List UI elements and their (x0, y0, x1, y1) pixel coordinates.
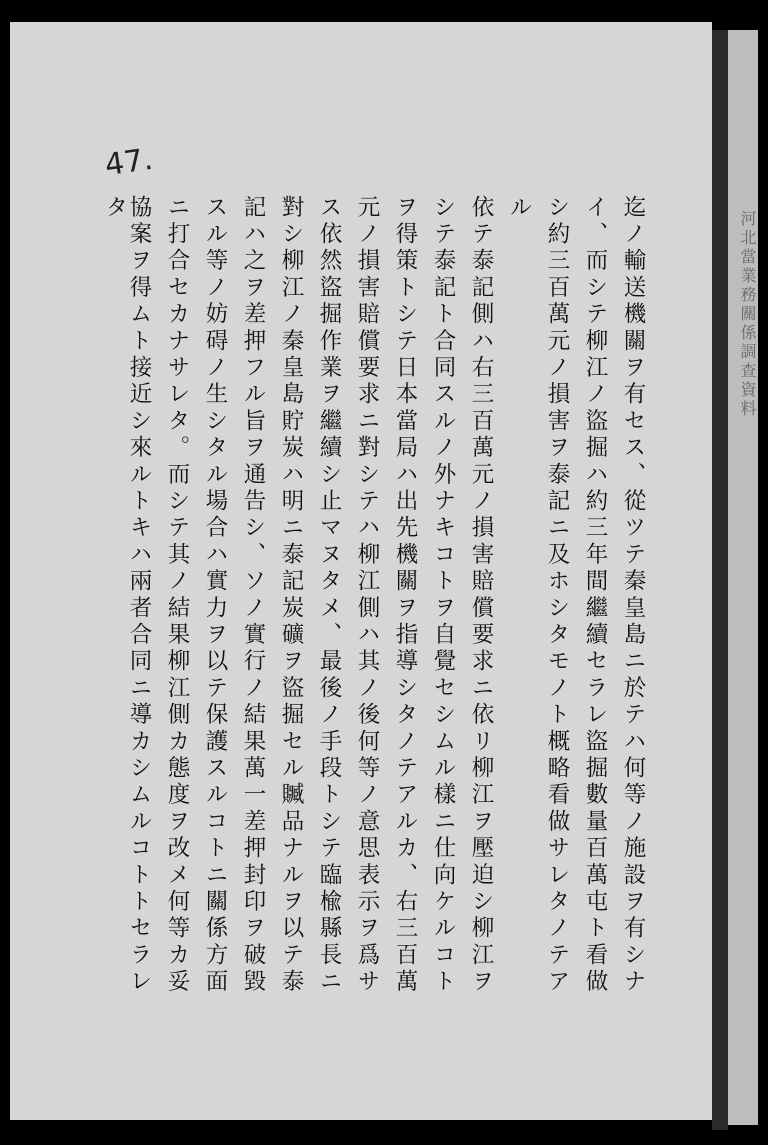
text-column-12: スル等ノ妨碍ノ生シタル場合ハ實力ヲ以テ保護スルコトニ關係方面 (202, 195, 228, 996)
text-column-10: 對シ柳江ノ秦皇島貯炭ハ明ニ泰記炭礦ヲ盜掘セル贓品ナルヲ以テ泰 (278, 195, 304, 997)
text-column-8: 元ノ損害賠償要求ニ對シテハ柳江側ハ其ノ後何等ノ意思表示ヲ爲サ (354, 195, 380, 996)
facing-page-bleed-text: 河北當業務關係調查資料 (738, 210, 757, 419)
text-column-2: イ、而シテ柳江ノ盜掘ハ約三年間繼續セラレ盜掘數量百萬屯ト看做 (582, 195, 608, 996)
text-column-6: シテ泰記ト合同スルノ外ナキコトヲ自覺セシムル樣ニ仕向ケルコト (430, 195, 456, 996)
text-column-3: シ約三百萬元ノ損害ヲ泰記ニ及ホシタモノト概略看做サレタノテア (544, 195, 570, 996)
text-column-13: ニ打合セカナサレタ。而シテ其ノ結果柳江側カ態度ヲ改メ何等カ妥 (164, 195, 190, 996)
text-column-9: ス依然盜掘作業ヲ繼續シ止マヌタメ、最後ノ手段トシテ臨楡縣長ニ (316, 195, 342, 996)
text-column-7: ヲ得策トシテ日本當局ハ出先機關ヲ指導シタノテアルカ、右三百萬 (392, 195, 418, 996)
facing-page-edge (728, 30, 758, 1125)
text-column-11: 記ハ之ヲ差押フル旨ヲ通告シ、ソノ實行ノ結果萬一差押封印ヲ破毀 (240, 195, 266, 996)
book-spine (712, 30, 728, 1130)
text-column-5: 依テ泰記側ハ右三百萬元ノ損害賠償要求ニ依リ柳江ヲ壓迫シ柳江ヲ (468, 195, 494, 996)
text-column-4: ル (506, 195, 532, 222)
text-column-1: 迄ノ輸送機關ヲ有セス、從ツテ秦皇島ニ於テハ何等ノ施設ヲ有シナ (620, 195, 646, 996)
page-number: 47. (102, 141, 155, 184)
text-column-14: 協案ヲ得ムト接近シ來ルトキハ兩者合同ニ導カシムルコトトセラレ (126, 195, 152, 996)
text-column-15: タ (102, 195, 128, 222)
